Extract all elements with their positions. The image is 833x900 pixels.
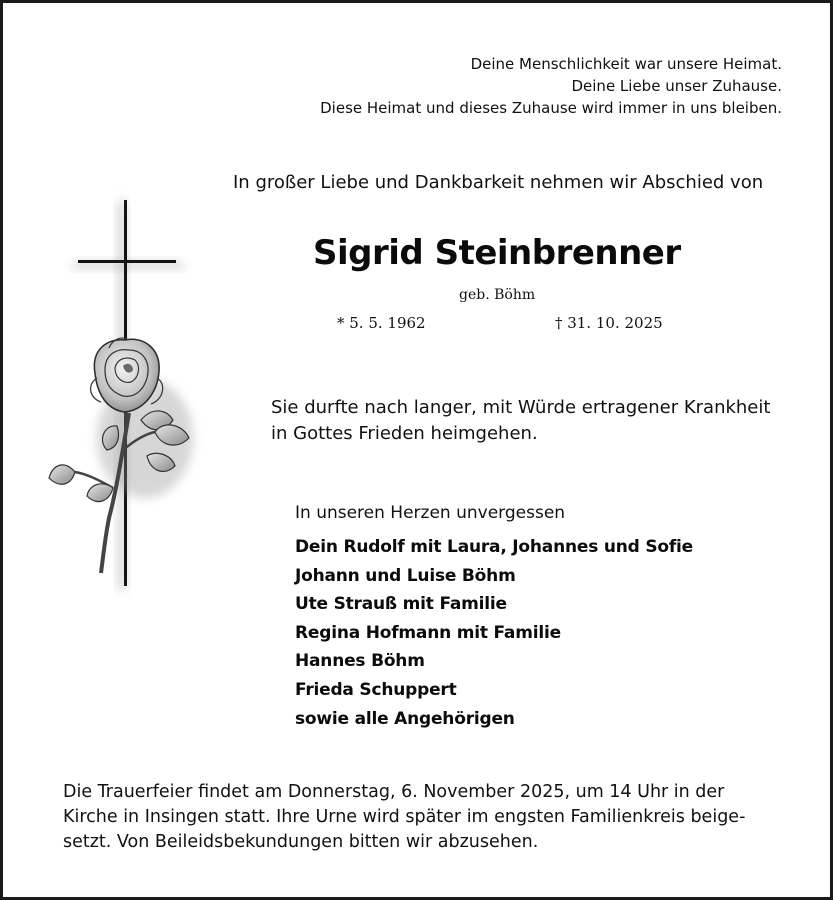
cross-with-rose-icon	[43, 188, 208, 612]
mourner-name: Johann und Luise Böhm	[295, 565, 516, 586]
memorial-quote	[320, 53, 782, 119]
deceased-name: Sigrid Steinbrenner	[313, 233, 681, 273]
maiden-name: geb. Böhm	[459, 287, 536, 303]
passing-message	[271, 395, 770, 447]
mourner-name: sowie alle Angehörigen	[295, 708, 515, 729]
mourner-name: Hannes Böhm	[295, 651, 425, 672]
message-line: in Gottes Frieden heimgehen.	[271, 423, 538, 444]
quote-line: Deine Liebe unser Zuhause.	[571, 77, 782, 95]
mourner-name: Ute Strauß mit Familie	[295, 594, 507, 615]
mourner-name: Dein Rudolf mit Laura, Johannes und Sofie	[295, 537, 694, 557]
quote-line: Diese Heimat und dieses Zuhause wird immer in uns bleiben.	[320, 99, 782, 117]
birth-date: * 5. 5. 1962	[337, 314, 426, 332]
funeral-line: Kirche in Insingen statt. Ihre Urne wird später im engsten Familienkreis beige-	[63, 807, 746, 827]
funeral-line: Die Trauerfeier findet am Donnerstag, 6. November 2025, um 14 Uhr in der	[63, 782, 725, 802]
message-line: Sie durfte nach langer, mit Würde ertragener Krankheit	[271, 397, 771, 418]
farewell-intro: In großer Liebe und Dankbarkeit nehmen wir Abschied von	[233, 172, 764, 193]
funeral-notice	[63, 780, 803, 855]
death-date: † 31. 10. 2025	[555, 314, 663, 332]
quote-line: Deine Menschlichkeit war unsere Heimat.	[470, 55, 782, 73]
mourners-block	[295, 501, 693, 733]
mourners-list	[295, 533, 693, 733]
mourner-name: Frieda Schuppert	[295, 679, 457, 700]
funeral-line: setzt. Von Beileidsbekundungen bitten wir abzusehen.	[63, 832, 539, 852]
mourners-heading: In unseren Herzen unvergessen	[295, 503, 566, 523]
mourner-name: Regina Hofmann mit Familie	[295, 622, 561, 643]
